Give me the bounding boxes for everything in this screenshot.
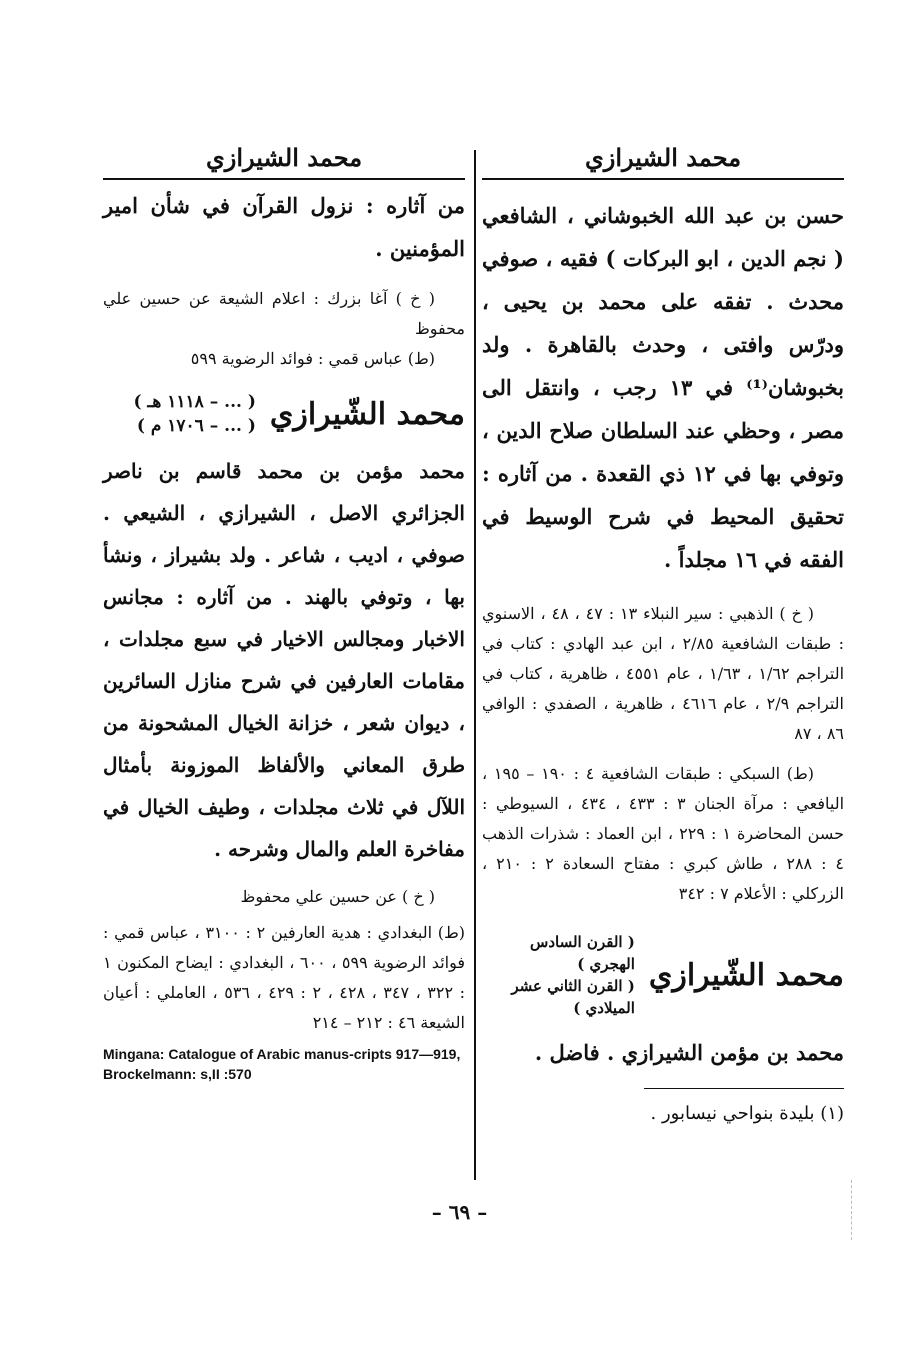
entry2-dates-gregorian: ( القرن الثاني عشر الميلادي ) [511, 977, 635, 1017]
entry2-body: محمد بن مؤمن الشيرازي . فاضل . [534, 1040, 844, 1065]
entry3-dates-hijri: ( ... – ١١١٨ هـ ) [133, 392, 256, 412]
footnote-rule [644, 1088, 844, 1089]
column-divider [474, 150, 476, 1180]
entry3-name: محمد الشّيرازي [269, 396, 465, 432]
right-column [482, 140, 844, 1129]
entry3-reference-latin: Mingana: Catalogue of Arabic manus-cripts 917—919, Brockelmann: s,II :570 [103, 1046, 461, 1082]
entry3-dates-gregorian: ( ... – ١٧٠٦ م ) [136, 416, 256, 436]
entry2-heading [482, 931, 844, 1019]
continuation-reference-printed: (ط) عباس قمي : فوائد الرضوية ٥٩٩ [190, 349, 435, 368]
right-column-header: محمد الشيرازي [482, 140, 844, 180]
footnote: (١) بليدة بنواحي نيسابور . [650, 1103, 844, 1124]
continuation-body: من آثاره : نزول القرآن في شأن امير المؤمنين . [103, 193, 465, 261]
entry2-dates [482, 931, 635, 1019]
entry3-reference-printed: (ط) البغدادي : هدية العارفين ٢ : ٣١٠٠ ، عباس قمي : فوائد الرضوية ٥٩٩ ، ٦٠٠ ، البغدادي : ايضاح المكنون ١ : ٣٢٢ ، ٣٤٧ ، ٤٢٨ ، ٢ : ٤٢٩ ، ٥٣٦ ، العاملي : أعيان الشيعة ٤٦ : ٢١٢ – ٢١٤ [103, 923, 466, 1032]
entry1-reference-manuscripts: ( خ ) الذهبي : سير النبلاء ١٣ : ٤٧ ، ٤٨ ، الاسنوي : طبقات الشافعية ٢/٨٥ ، ابن عبد الهادي : كتاب في التراجم ١/٦٢ ، ١/٦٣ ، عام ٤٥٥١ ، ظاهرية ، كتاب في التراجم ٢/٩ ، عام ٤٦١٦ ، ظاهرية ، الصفدي : الوافي ٨٦ ، ٨٧ [482, 604, 845, 743]
entry3-body: محمد مؤمن بن محمد قاسم بن ناصر الجزائري الاصل ، الشيرازي ، الشيعي . صوفي ، اديب ، شاعر . ولد بشيراز ، ونشأ بها ، وتوفي بالهند . من آثاره : مجانس الاخبار ومجالس الاخيار في سبع مجلدات ، مقامات العارفين في شرح منازل السائرين ، ديوان شعر ، خزانة الخيال المشحونة من طرق المعاني والألفاظ الموزونة بأمثال اللآل في ثلاث مجلدات ، وطيف الخيال في مفاخرة العلم والمال وشرحه . [103, 459, 465, 861]
entry3-reference-manuscripts: ( خ ) عن حسين علي محفوظ [240, 887, 435, 906]
entry2-name: محمد الشّيرازي [648, 957, 844, 993]
entry2-dates-hijri: ( القرن السادس الهجري ) [530, 933, 635, 973]
left-column [103, 140, 465, 1084]
page-number: – ٦٩ – [431, 1200, 488, 1224]
entry3-dates [133, 390, 255, 438]
entry3-heading [103, 390, 465, 438]
left-column-header: محمد الشيرازي [103, 140, 465, 180]
entry1-body: حسن بن عبد الله الخبوشاني ، الشافعي ( نجم الدين ، ابو البركات ) فقيه ، صوفي محدث . تفقه على محمد بن يحيى ، ودرّس وافتى ، وحدث بالقاهرة . ولد بخبوشان⁽¹⁾ في ١٣ رجب ، وانتقل الى مصر ، وحظي عند السلطان صلاح الدين ، وتوفي بها في ١٢ ذي القعدة . من آثاره : تحقيق المحيط في شرح الوسيط في الفقه في ١٦ مجلداً . [482, 203, 845, 572]
continuation-reference-manuscripts: ( خ ) آغا بزرك : اعلام الشيعة عن حسين علي محفوظ [103, 289, 465, 338]
entry1-reference-printed: (ط) السبكي : طبقات الشافعية ٤ : ١٩٠ – ١٩٥ ، اليافعي : مرآة الجنان ٣ : ٤٣٣ ، ٤٣٤ ، السيوطي : حسن المحاضرة ١ : ٢٢٩ ، ابن العماد : شذرات الذهب ٤ : ٢٨٨ ، طاش كبري : مفتاح السعادة ٢ : ٢١٠ ، الزركلي : الأعلام ٧ : ٣٤٢ [482, 764, 845, 903]
